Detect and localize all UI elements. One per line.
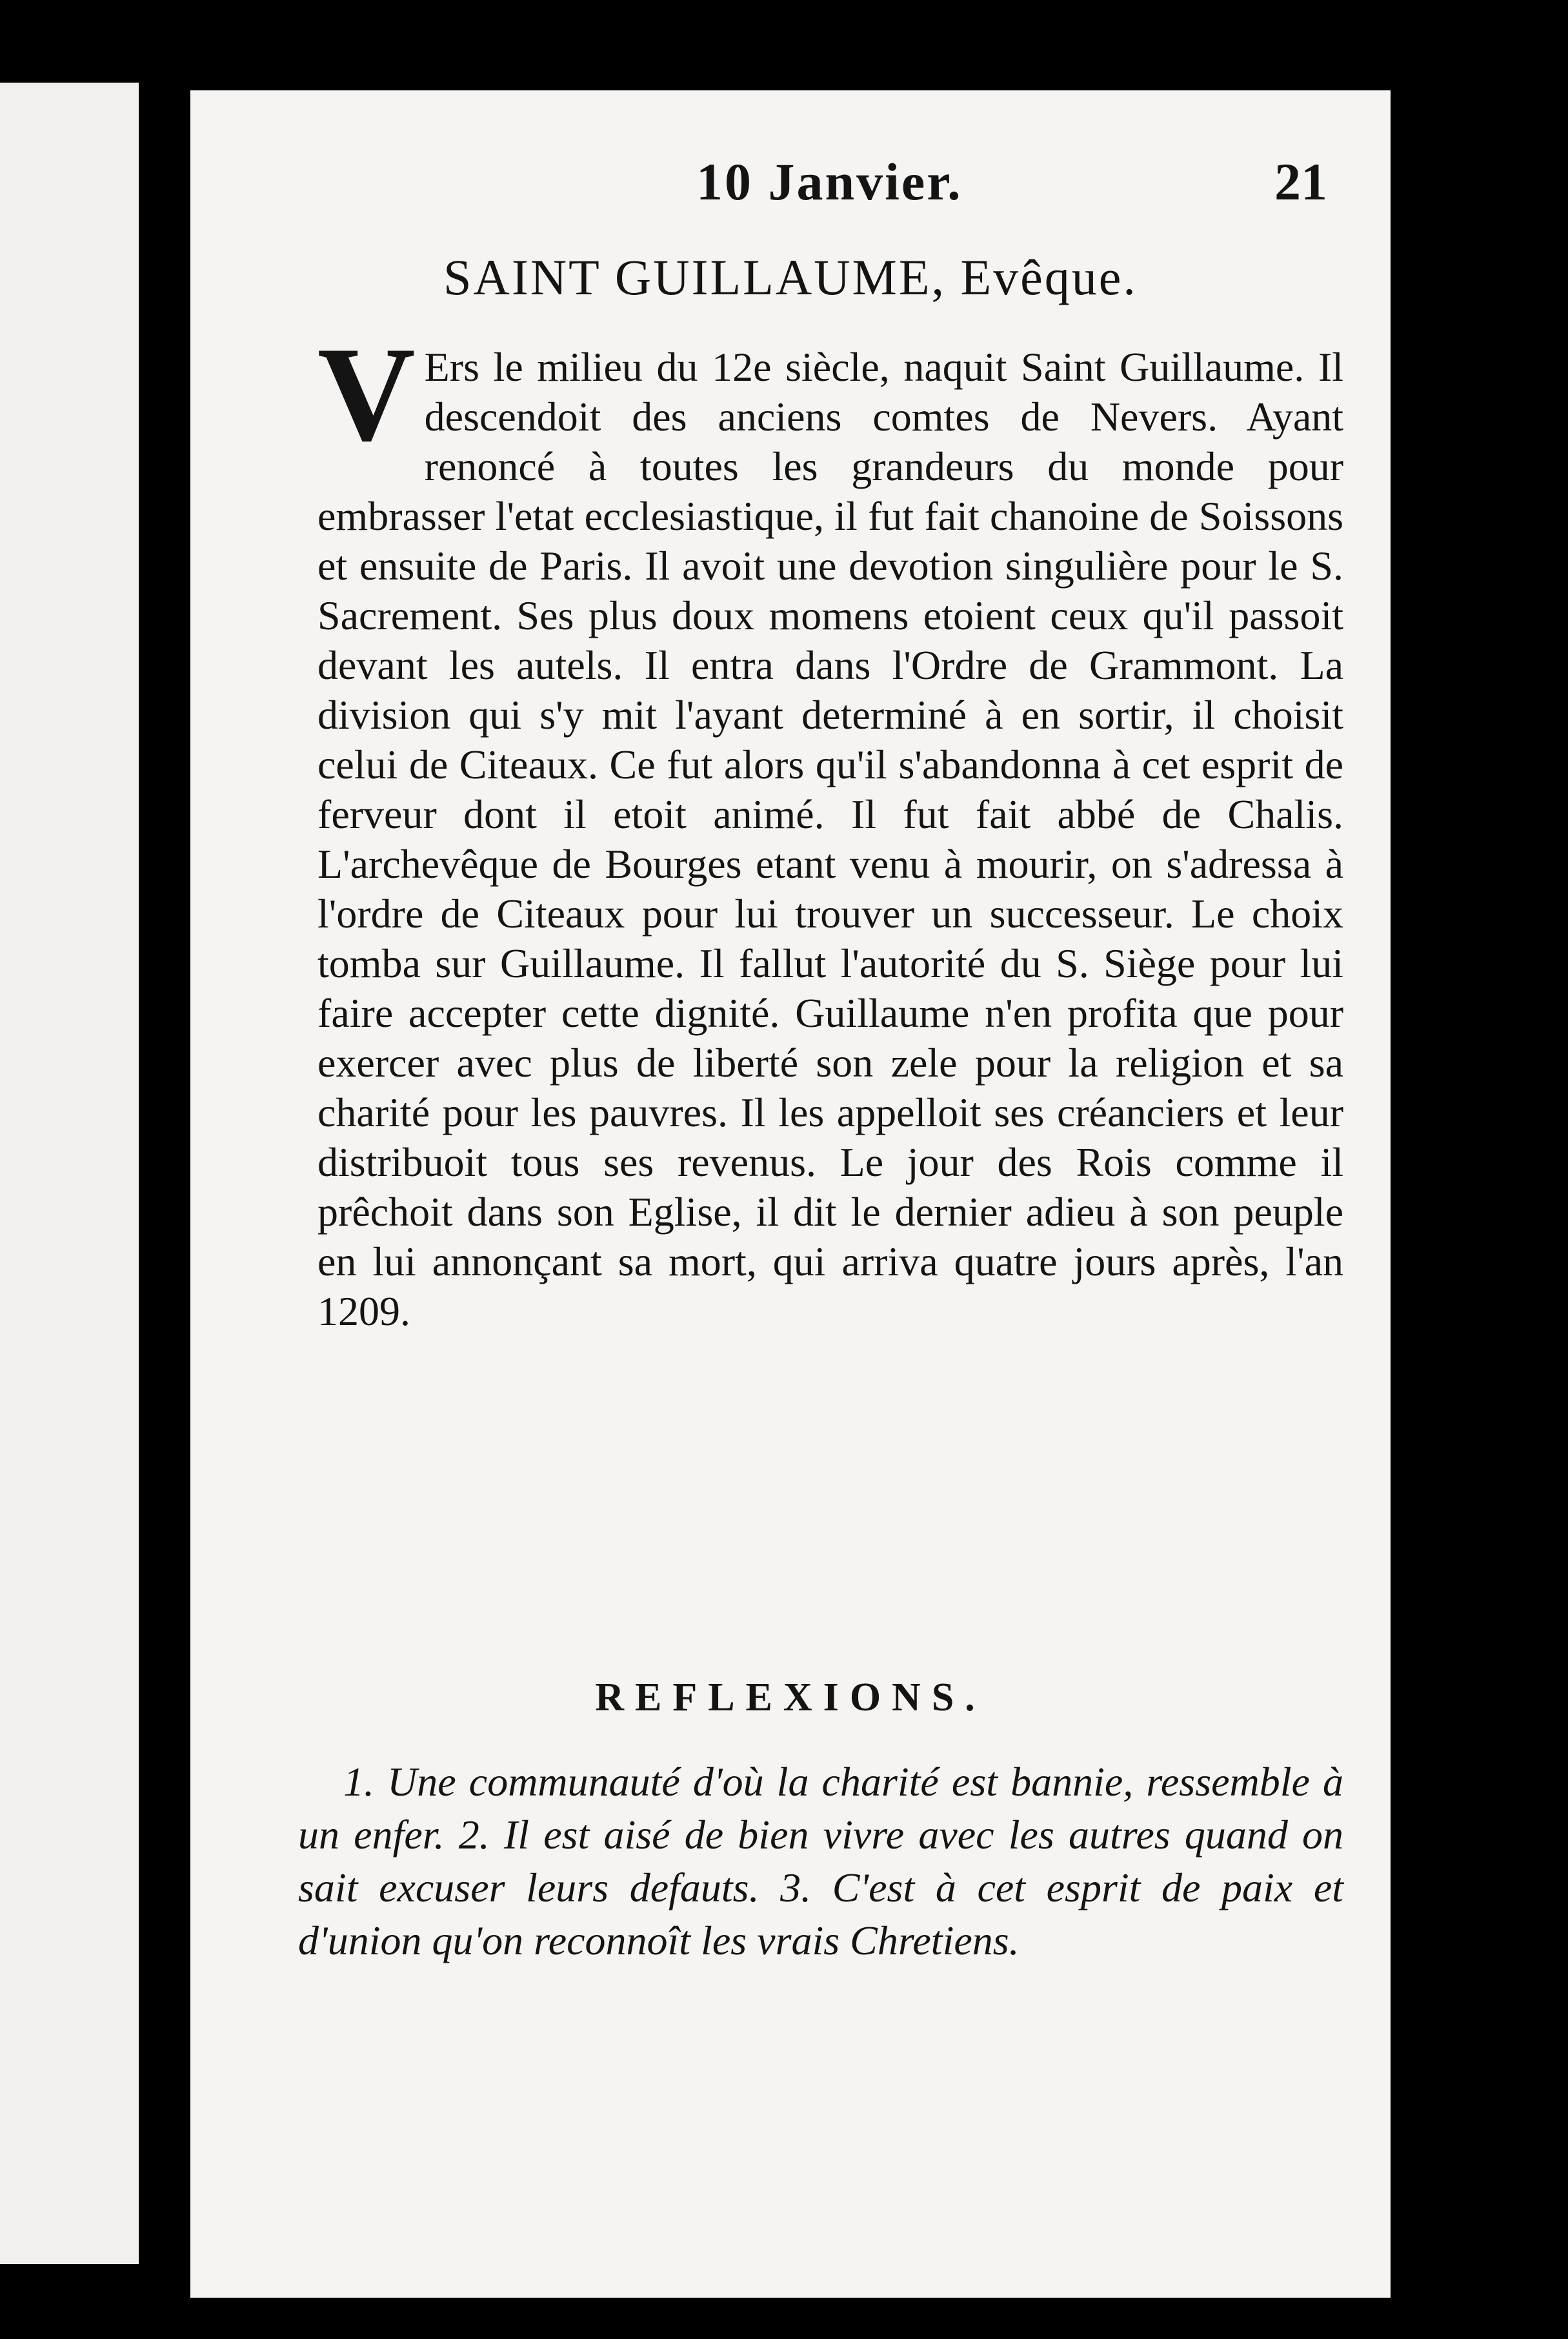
reflexions-heading: REFLEXIONS. xyxy=(595,1676,986,1719)
facing-page-edge xyxy=(0,83,139,2264)
drop-cap: V xyxy=(317,319,416,469)
page-number: 21 xyxy=(1274,152,1327,211)
page-date: 10 Janvier. xyxy=(696,152,963,211)
body-paragraph xyxy=(317,319,1343,1336)
running-head xyxy=(190,152,1391,229)
body-text: Ers le milieu du 12e siècle, naquit Saint Guillaume. Il descendoit des anciens comtes de Nevers. Ayant renoncé à toutes les grandeurs du monde pour embrasser l'etat ecclesiastique, il fut fait chanoine de Soissons et ensuite de Paris. Il avoit une devotion singulière pour le S. Sacrement. Ses plus doux momens etoient ceux qu'il passoit devant les autels. Il entra dans l'Ordre de Grammont. La division qui s'y mit l'ayant determiné à en sortir, il choisit celui de Citeaux. Ce fut alors qu'il s'abandonna à cet esprit de ferveur dont il etoit animé. Il fut fait abbé de Chalis. L'archevêque de Bourges etant venu à mourir, on s'adressa à l'ordre de Citeaux pour lui trouver un successeur. Le choix tomba sur Guillaume. Il fallut l'autorité du S. Siège pour lui faire accepter cette dignité. Guillaume n'en profita que pour exercer avec plus de liberté son zele pour la religion et sa charité pour les pauvres. Il les appelloit ses créanciers et leur distribuoit tous ses revenus. Le jour des Rois comme il prêchoit dans son Eglise, il dit le dernier adieu à son peuple en lui annonçant sa mort, qui arriva quatre jours après, l'an 1209. xyxy=(317,344,1343,1334)
book-page xyxy=(190,90,1391,2298)
chapter-title: SAINT GUILLAUME, Evêque. xyxy=(443,249,1138,305)
reflexions-paragraph: 1. Une communauté d'où la charité est bannie, ressemble à un enfer. 2. Il est aisé de bien vivre avec les autres quand on sait excuser leurs defauts. 3. C'est à cet esprit de paix et d'union qu'on reconnoît les vrais Chretiens. xyxy=(298,1759,1343,1963)
